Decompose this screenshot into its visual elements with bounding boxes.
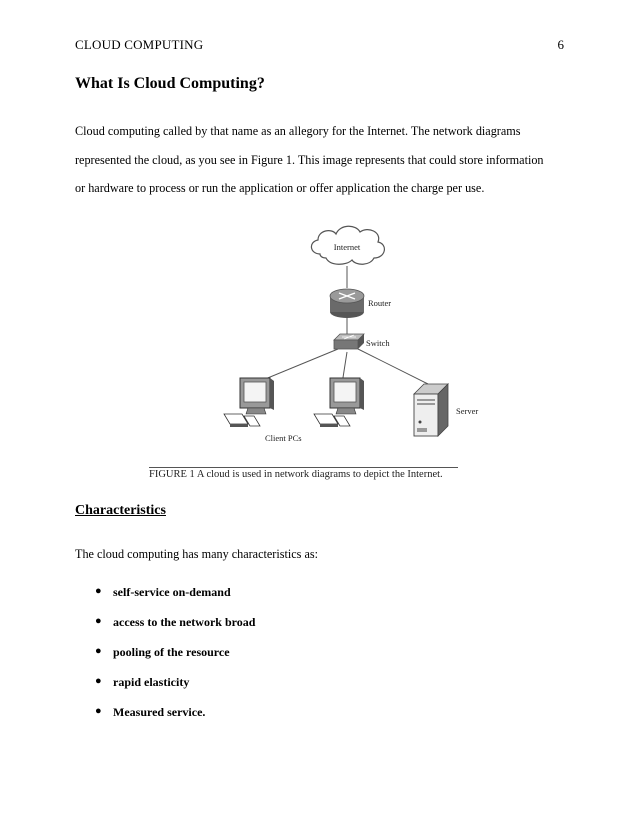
intro-paragraph [75,117,575,203]
characteristics-list [95,585,255,735]
list-item [95,645,255,675]
client-pc-icon [224,378,274,427]
page-title: What Is Cloud Computing? [75,75,265,92]
switch-label: Switch [366,338,390,348]
router-label: Router [368,298,392,308]
paragraph-line: or hardware to process or run the application or offer application the charge per use. [75,181,485,195]
server-label: Server [456,406,479,416]
caption-rule [149,467,458,468]
list-item [95,585,255,615]
list-item [95,675,255,705]
bullet-icon: ● [95,705,102,717]
paragraph-line: Cloud computing called by that name as an allegory for the Internet. The network diagrams [75,124,521,138]
bullet-icon: ● [95,585,102,597]
network-diagram [210,222,500,462]
bullet-icon: ● [95,675,102,687]
section-heading: Characteristics [75,503,166,518]
list-item-text: access to the network broad [113,615,256,629]
figure-caption: FIGURE 1 A cloud is used in network diagrams to depict the Internet. [149,469,443,480]
bullet-icon: ● [95,645,102,657]
characteristics-intro: The cloud computing has many characteristics as: [75,547,318,561]
paragraph-line: represented the cloud, as you see in Figure 1. This image represents that could store information [75,152,544,167]
router-icon [330,289,364,318]
page-number: 6 [557,37,564,52]
list-item-text: pooling of the resource [113,645,230,659]
list-item-text: self-service on-demand [113,585,231,599]
list-item [95,615,255,645]
client-pcs-label: Client PCs [265,433,302,443]
connector-lines [258,266,428,384]
server-icon [414,384,448,436]
switch-icon [334,334,364,349]
bullet-icon: ● [95,615,102,627]
internet-label: Internet [333,242,361,252]
running-title: CLOUD COMPUTING [75,37,204,52]
list-item-text: Measured service. [113,705,206,719]
list-item-text: rapid elasticity [113,675,190,689]
client-pc-icon [314,378,364,427]
list-item [95,705,255,735]
